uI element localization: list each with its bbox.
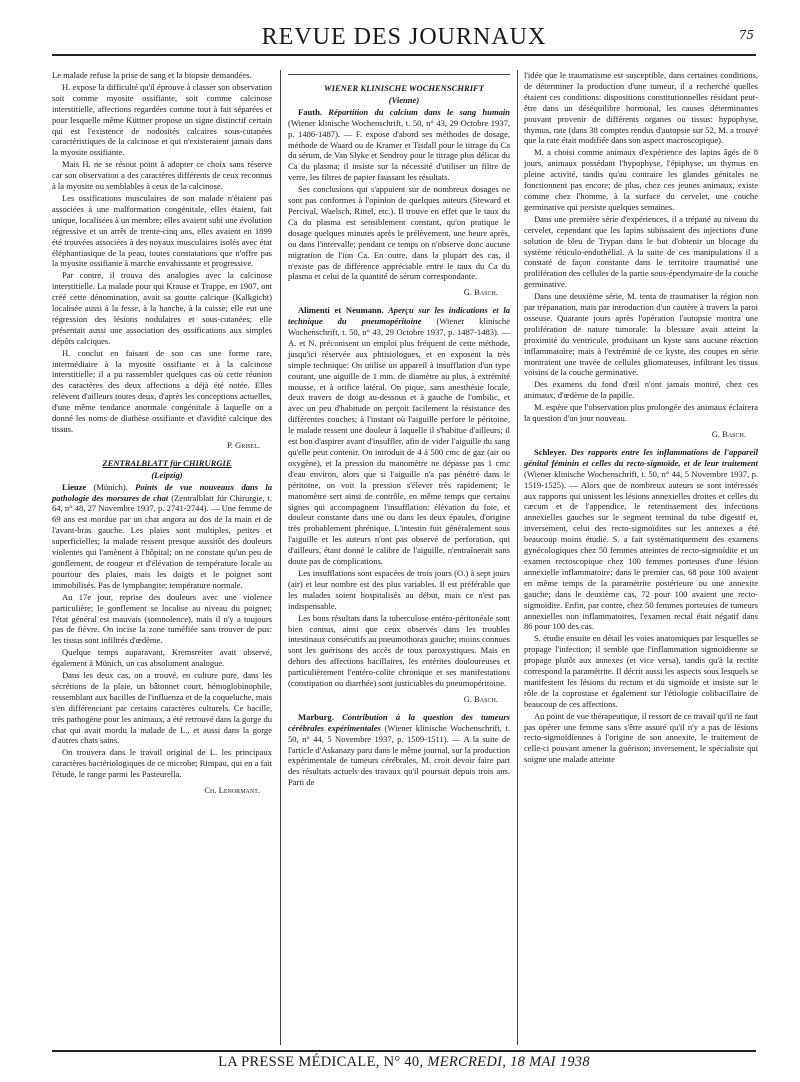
- column-rule: [280, 70, 281, 1045]
- paragraph: Les ossifications musculaires de son malade n'étaient pas associées à une malformation congénitale, elles étaient, fait unique, localisées à un membre; elles avaient subi une évolution régressive et un arrêt de trente-cinq ans, elles avaient en 1899 été trouvées associées à des noyaux musculaires isolés avec état éléphantiasique de la peau, toutes constatations que n'offre pas la myosite ossifiante à marche envahissante et progressive.: [52, 192, 272, 269]
- article-author: Lieuze: [62, 481, 87, 492]
- paragraph: Des examens du fond d'œil n'ont jamais montré, chez ces animaux, d'œdème de la papille.: [524, 379, 758, 401]
- article-entry: [288, 712, 510, 788]
- paragraph: Au point de vue thérapeutique, il ressort de ce travail qu'il ne faut pas opérer une femme sans s'être assuré qu'il n'y a pas de lésions recto-sigmoïdiennes à l'origine de son annexite, le traitement de celle-ci pouvant amener la guérison; inversement, le spécialiste qui soigne une malade atteinte: [524, 710, 758, 765]
- paragraph: Ses conclusions qui s'appuient sur de nombreux dosages ne sont pas conformes à l'opinion de quelques auteurs (Steward et Percival, Waelsch, Rittel, etc.). Il trouve en effet que le taux du Ca du plasma est sensiblement constant, qu'on pratique le dosage quelques minutes après le prélèvement, une heure après, ou dans l'intervalle; pendant ce temps on n'observe donc aucune migration de l'ion Ca. En outre, dans la plupart des cas, il n'existe pas de différence appréciable entre le taux du Ca du plasma et celui de la quantité de sérum correspondante.: [288, 184, 510, 282]
- author-signature: P. Grisel.: [226, 439, 260, 450]
- running-title: REVUE DES JOURNAUX: [261, 24, 547, 50]
- journal-name: ZENTRALBLATT für CHIRURGIE: [102, 457, 232, 468]
- paragraph: Dans une deuxième série, M. tenta de traumatiser la région non par trépanation, mais par introduction d'un cautère à travers la paroi osseuse. Quarante jours après l'opération l'autopsie montra une prolifération de nature tumorale: la blessure avait atteint la proximité du ventricule, produisant un kyste sans aucune réaction inflammatoire; mais à l'extrémité de ce kyste, des coupes en série montraient une travée de cellules gliomateuses, infiltrant les tissus voisins de la couche germinative.: [524, 291, 758, 378]
- article-title: Points de vue nouveaux dans la pathologie des morsures de chat: [52, 481, 272, 503]
- article-body: (Wiener klinische Wochenschrift, t. 50, n° 43, 29 Octobre 1937, p. 1487-1483). — A. et N. préconisent un emploi plus fréquent de cette méthode, jusqu'ici réservée aux phtisiologues, et en exposent la très simple technique: On utilise un appareil à insufflation d'un type courant, une aiguille de 1 mm. de diamètre au plus, à extrémité mousse, et à orifice latéral. On pique, sans anesthésie locale, deux travers de doigt au-dessous et à gauche de l'ombilic, et avec un peu d'habitude on perçoit facilement la résistance des différentes couches; à l'instant où l'aiguille perfore le péritoine, le malade ressent une douleur à laquelle il s'habitue d'ailleurs; il est bon d'aspirer avant d'insuffler, afin de vider l'aiguille du sang qu'elle peut contenir. On introduit de 4 à 500 cmc de gaz (air ou oxygène), et la pression du manomètre ne dépasse pas 1 cmc d'eau environ, alors que si l'aiguille n'a pas pénétré dans le péritoine, on voit la pression s'élever très rapidement; le manomètre sert ainsi de contrôle, en même temps que certains signes qui accompagnent l'insufflation: élévation du foie, et douleur constante dans une ou dans les deux épaules, d'origine très probablement phrénique. L'intestin fuit généralement sous l'aiguille et les auteurs n'ont pas observé de perforation, qui d'ailleurs, étant donné le calibre de l'aiguille, n'entraînerait sans doute pas de complications.: [288, 316, 510, 567]
- paragraph: Au 17e jour, reprise des douleurs avec une violence particulière; le gonflement se localise au niveau du poignet; l'état général est mauvais (somnolence), mais il n'y a toujours pas de fièvre. On incise la zone tuméfiée sans trouver de pus: les tissus sont infiltrés d'œdème.: [52, 591, 272, 646]
- paragraph: M. espère que l'observation plus prolongée des animaux éclairera la question d'un jour nouveau.: [524, 402, 758, 424]
- paragraph: l'idée que le traumatisme est susceptible, dans certaines conditions, de déterminer la production d'une tumeur, il a recherché quelles étaient ces conditions: dispositions constitutionnelles résidant peut-être dans un déséquilibre hormonal, les causes déterminantes pouvant provenir de différents organes ou tissus: hypophyse, thymus, rate (dans 38 comptes rendus d'autopsie sur 52, M. a trouvé que la rate était modifiée dans son aspect macroscopique).: [524, 70, 758, 146]
- page-number: 75: [738, 28, 754, 42]
- author-signature: G. Basch.: [463, 693, 498, 704]
- author-affiliation: (Münich).: [86, 481, 136, 492]
- journal-city: (Leipzig): [151, 469, 183, 480]
- article-title: Contribution à la question des tumeurs cérébrales expérimentales: [288, 711, 510, 733]
- paragraph: H. expose la difficulté qu'il éprouve à classer son observation soit comme myosite ossifiante, soit comme calcinose interstitielle, affections regardées comme tout à fait séparées et pour lesquelle même Küttner propose un signe distinctif certain qui est l'existence de nodosités calcaires sous-cutanées caractéristiques de la calcinose et qui n'existeraient jamais dans la myosite ossifiante.: [52, 81, 272, 158]
- paragraph: M. a choisi comme animaux d'expérience des lapins âgés de 8 jours, animaux possédant l'hypophyse, l'épiphyse, un thymus en pleine activité, tandis qu'au contraire les glandes génitales ne fonctionnent pas encore; de plus, chez ces jeunes animaux, existe comme chez l'homme, à la surface du cervelet, une couche germinative qui persiste quelques semaines.: [524, 147, 758, 212]
- article-entry: [52, 482, 272, 591]
- column-1: [52, 70, 272, 803]
- paragraph: Dans une première série d'expériences, il a trépané au niveau du cervelet, cependant que les lapins subissaient des injections d'une solution de bleu de Trypan dans le but d'obtenir un blocage du système réticulo-endothélial. A la suite de ces manipulations il a constaté de façon constante dans le territoire traumatisé une prolifération des cellules de la partie sous-épendymaire de la couche germinative.: [524, 213, 758, 290]
- article-body: (Wiener klinische Wochenschrift, t. 50, n° 43, 29 Octobre 1937, p. 1486-1487). — F. expose d'abord ses méthodes de dosage, méthode de Waard ou de Kramer et Tisdall pour le titrage du Ca du sérum, de Van Slyke et Sendroy pour le titrage plus délicat du Ca du plasma; il insiste sur la nécessité d'utiliser un filtre de verre, les filtres de papier faussant les résultats.: [288, 117, 510, 183]
- article-author: Marburg.: [298, 711, 334, 722]
- article-title: Répartition du calcium dans le sang humain: [321, 106, 510, 117]
- article-author: Fauth.: [298, 106, 322, 117]
- page-footer: [52, 1050, 756, 1072]
- footer-journal: LA PRESSE MÉDICALE, N° 40,: [218, 1054, 424, 1070]
- article-title: Des rapports entre les inflammations de l'appareil génital féminin et celles du recto-sigmoïde, et de leur traitement: [524, 446, 758, 468]
- paragraph: Par contre, il trouva des analogies avec la calcinose interstitielle. La malade pour qui Krause et Trappe, en 1907, ont créé cette dénomination, avait sa goutte calcique (Kalkgicht) localisée aussi à la fesse, à la hanche, à la cuisse; elle eut une régression des lésions nodulaires et sous-cutanées; elle présentait aussi une association des ossifications aux simples dépôts calciques.: [52, 270, 272, 346]
- paragraph: S. étudie ensuite en détail les voies anatomiques par lesquelles se propage l'infection; il semble que l'inflammation sigmoïdienne se propage plutôt aux annexes (et vice versa), tandis qu'à la rectite correspond la paramétrite. Il décrit aussi les aspects sous lesquels se manifestent les lésions du rectum et du sigmoïde et insiste sur le rôle de la coprostase et également sur l'étiologie colibacillaire de beaucoup de ces affections.: [524, 633, 758, 709]
- article-body: (Wiener klinische Wochenschrift, t. 50, n° 44, 5 Novembre 1937, p. 1509-1511). — A la suite de l'article d'Askanazy paru dans le même journal, sur la production expérimentale de tumeurs cérébrales, M. croit devoir faire part des résultats actuels des travaux qu'il poursuit depuis trois ans. Parti de: [288, 722, 510, 788]
- article-title: Aperçu sur les indications et la technique du pneumopéritoine: [288, 305, 510, 327]
- author-signature: G. Basch.: [711, 429, 746, 439]
- article-entry: [288, 305, 510, 567]
- paragraph: Le malade refuse la prise de sang et la biopsie demandées.: [52, 70, 252, 80]
- paragraph: Quelque temps auparavant, Kremsreiter avait observé, également à Münich, un cas absolument analogue.: [52, 647, 272, 669]
- article-body: (Wiener klinische Wochenschrift, t. 50, n° 44, 5 Novembre 1937, p. 1519-1525). — Alors que de nombreux auteurs se sont intéressés aux rapports qui unissent les lésions annexielles droites et celles du cæcum et de l'appendice, le retentissement des infections annexielles gauches sur le segment terminal du tube digestif et, inversement, celui des recto-sigmoïdites sur les annexes a été beaucoup moins étudié. S. a fait systématiquement des examens gynécologiques chez 50 femmes atteintes de recto-sigmoïdite et un examen rectoscopique chez 100 femmes porteuses d'une lésion annexielle inflammatoire; dans le premier cas, 68 pour 100 avaient en même temps de la paramétrite postérieure ou une annexite gauche; dans le deuxième cas, 72 pour 100 avaient une recto-sigmoïdite. Enfin, par contre, chez 50 femmes porteuses de tumeurs annexielles non inflammatoires, l'examen rectal était négatif dans 86 pour 100 des cas.: [524, 468, 758, 632]
- paragraph: Mais H. ne se résout point à adopter ce choix sans réserve car son observation a des caractères différents de ceux reconnus à la myosite ou semblables à ceux de la calcinose.: [52, 159, 272, 192]
- article-entry: [524, 447, 758, 632]
- paragraph: Dans les deux cas, on a trouvé, en culture pure, dans les sécrétions de la plaie, un bâtonnet court, hémoglobinophile, ressemblant aux bacilles de l'influenza et de la coqueluche, mais s'en différenciant par certains caractères culturels. Ce bacille, très pathogène pour les animaux, a été retrouvé dans la gorge du chat qui avait mordu la malade de L., et aussi dans la gorge d'autres chats sains.: [52, 670, 272, 746]
- article-author: Schleyer.: [534, 446, 567, 457]
- paragraph: Les insufflations sont espacées de trois jours (O.) à sept jours (air) et leur nombre est des plus variables. Il est préférable que les malades soient hospitalisés au début, mais ce n'est pas indispensable.: [288, 567, 510, 611]
- column-3: [524, 70, 758, 766]
- article-entry: [288, 107, 510, 183]
- author-signature: G. Basch.: [463, 287, 498, 298]
- column-2: [288, 70, 510, 789]
- column-rule: [517, 70, 518, 1045]
- author-signature: Ch. Lenormant.: [204, 785, 260, 796]
- paragraph: Les bons résultats dans la tuberculose entéro-péritonéale sont bien connus, ainsi que ceux observés dans les troubles intestinaux consécutifs au pneumothorax gauche; moins connues sont les guérisons des accès de toux paroxystiques. Mais en dehors des affections bacillaires, les entérites douloureuses et particulièrement l'entéro-colite chronique et ses manifestations (constipation ou diarrhée) sont justiciables du pneumopéritoine.: [288, 612, 510, 689]
- paragraph: On trouvera dans le travail original de L. les principaux caractères bactériologiques de ce microbe; Rimpau, qui en a fait l'étude, le range parmi les Pasteurella.: [52, 747, 272, 780]
- section-rule: [288, 74, 510, 75]
- paragraph: H. conclut en faisant de son cas une forme rare, intermédiaire à la myosite ossifiante et à la calcinose interstitielle; il a pu rassembler quelques cas où cette réunion des caractères des deux affections a déjà été notée. Elles relèvent d'ailleurs toutes deux, d'après les conceptions actuelles, d'une même tendance anormale congénitale à laquelle on a donné les noms de diathèse ossifiante et d'avidité calcique des tissus.: [52, 347, 272, 434]
- journal-city: (Vienne): [388, 94, 420, 105]
- page-header: [52, 22, 756, 56]
- footer-date: MERCREDI, 18 MAI 1938: [427, 1054, 590, 1070]
- journal-name: WIENER KLINISCHE WOCHENSCHRIFT: [324, 83, 484, 93]
- article-author: Alimenti et Neumann.: [298, 305, 384, 316]
- article-body: (Zentralblatt für Chirurgie, t. 64, n° 48, 27 Novembre 1937, p. 2741-2744). — Une femme de 69 ans est mordue par un chat angora au dos de la main et de l'avant-bras gauche. Les plaies sont multiples, petites et superficielles; la malade ressent presque aussitôt des douleurs violentes qui l'amènent à l'hôpital; on ne constate qu'un peu de gonflement, de rougeur et d'élévation de température locale au pourtour des plaies, mais les doigts et le poignet sont immobilisés. Pas de lymphangite; température normale.: [52, 492, 272, 590]
